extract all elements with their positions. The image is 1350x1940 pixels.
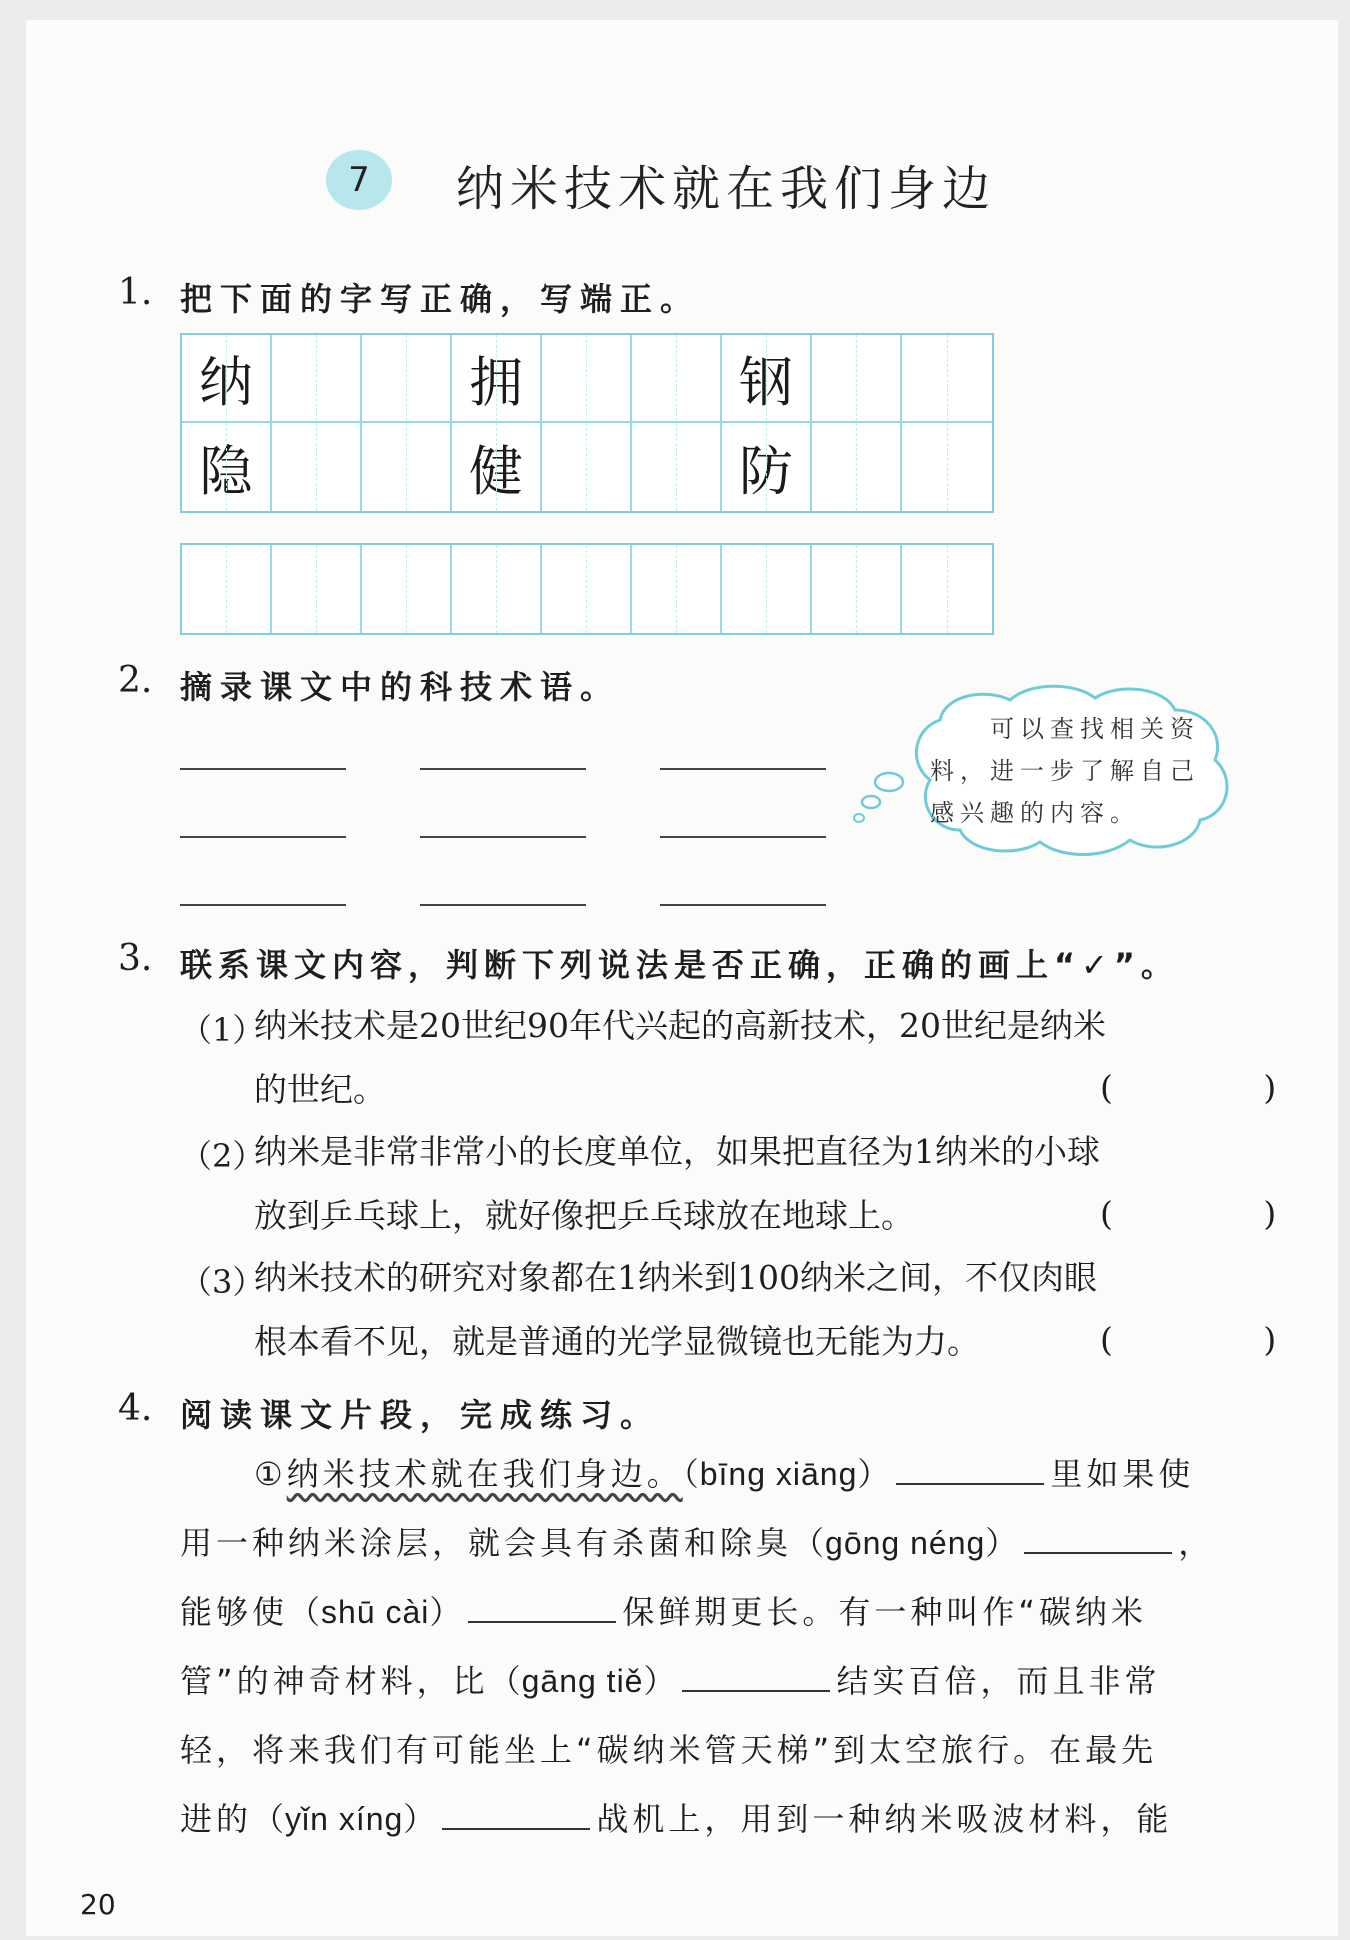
answer-blank[interactable] xyxy=(180,904,346,906)
answer-blank[interactable] xyxy=(420,768,586,770)
hint-line: 可以查找相关资 xyxy=(990,715,1200,743)
fill-blank[interactable] xyxy=(682,1660,830,1692)
q3-instruction: 联系课文内容，判断下列说法是否正确，正确的画上“✓”。 xyxy=(180,946,1179,984)
grid-cell[interactable] xyxy=(542,423,632,511)
q3-item-label: （3） xyxy=(180,1263,265,1301)
grid-cell[interactable]: 隐 xyxy=(182,423,272,511)
passage-line xyxy=(180,1785,1210,1854)
grid-cell[interactable] xyxy=(362,545,452,633)
grid-cell[interactable] xyxy=(452,545,542,633)
grid-cell[interactable] xyxy=(902,423,992,511)
grid-cell[interactable] xyxy=(902,335,992,423)
answer-blank[interactable] xyxy=(420,836,586,838)
hint-line: 料，进一步了解自己 xyxy=(930,757,1200,785)
grid-cell[interactable] xyxy=(812,335,902,423)
item-line: 纳米是非常非常小的长度单位，如果把直径为1纳米的小球 xyxy=(254,1132,1100,1171)
grid-cell[interactable] xyxy=(902,545,992,633)
passage-line xyxy=(180,1578,1210,1647)
q2-instruction: 摘录课文中的科技术语。 xyxy=(180,668,621,706)
answer-blank[interactable] xyxy=(660,836,826,838)
passage-text: 管”的神奇材料，比 xyxy=(180,1662,489,1700)
pinyin: （yǐn xíng） xyxy=(252,1801,437,1837)
grid-cell[interactable] xyxy=(272,545,362,633)
q1-number: 1. xyxy=(118,272,153,313)
grid-cell[interactable] xyxy=(542,545,632,633)
grid-cell[interactable] xyxy=(272,423,362,511)
grid-cell[interactable] xyxy=(722,545,812,633)
page-number: 20 xyxy=(80,1888,116,1921)
answer-blank[interactable] xyxy=(180,836,346,838)
lesson-number: 7 xyxy=(348,160,370,200)
q3-item-text xyxy=(254,1246,1214,1374)
answer-blank[interactable] xyxy=(660,768,826,770)
grid-cell[interactable] xyxy=(542,335,632,423)
grid-cell[interactable]: 纳 xyxy=(182,335,272,423)
passage-text: 能够使 xyxy=(180,1593,289,1631)
q3-item-text xyxy=(254,1120,1214,1248)
item-line: 放到乒乓球上，就好像把乒乓球放在地球上。 xyxy=(254,1196,914,1235)
passage-text: ， xyxy=(1178,1524,1215,1562)
answer-blank[interactable] xyxy=(180,768,346,770)
hint-line: 感兴趣的内容。 xyxy=(930,799,1140,827)
passage-text: 用一种纳米涂层，就会具有杀菌和除臭 xyxy=(180,1524,793,1562)
wavy-underlined-sentence: 纳米技术就在我们身边。 xyxy=(286,1455,683,1493)
hint-bubble-text xyxy=(930,708,1230,834)
grid-cell[interactable] xyxy=(812,423,902,511)
pinyin: （bīng xiāng） xyxy=(682,1456,891,1492)
item-line: 纳米技术是20世纪90年代兴起的高新技术，20世纪是纳米 xyxy=(254,1006,1106,1045)
grid-cell[interactable] xyxy=(362,335,452,423)
passage-line xyxy=(180,1647,1210,1716)
grid-cell[interactable] xyxy=(812,545,902,633)
grid-cell[interactable]: 钢 xyxy=(722,335,812,423)
q3-item-label: （1） xyxy=(180,1011,265,1049)
passage-text: 结实百倍，而且非常 xyxy=(836,1662,1161,1700)
lesson-number-badge xyxy=(326,150,392,210)
fill-blank[interactable] xyxy=(468,1591,616,1623)
q4-instruction: 阅读课文片段，完成练习。 xyxy=(180,1396,661,1434)
passage-text: 保鲜期更长。有一种叫作“碳纳米 xyxy=(622,1593,1148,1631)
writing-grid-empty xyxy=(180,543,994,635)
answer-parentheses[interactable]: ( ) xyxy=(1100,1068,1347,1107)
grid-cell[interactable] xyxy=(272,335,362,423)
grid-cell[interactable] xyxy=(362,423,452,511)
lesson-title: 纳米技术就在我们身边 xyxy=(456,161,997,217)
passage-line xyxy=(180,1716,1210,1785)
grid-cell[interactable] xyxy=(632,545,722,633)
grid-cell[interactable]: 健 xyxy=(452,423,542,511)
grid-cell[interactable] xyxy=(182,545,272,633)
pinyin: （gāng tiě） xyxy=(488,1663,677,1699)
answer-parentheses[interactable]: ( ) xyxy=(1100,1320,1347,1359)
passage-line xyxy=(180,1440,1210,1509)
grid-cell[interactable] xyxy=(632,423,722,511)
pinyin: （gōng néng） xyxy=(792,1525,1019,1561)
pinyin: （shū cài） xyxy=(288,1594,463,1630)
answer-blank[interactable] xyxy=(420,904,586,906)
passage-line xyxy=(180,1509,1215,1578)
item-line: 根本看不见，就是普通的光学显微镜也无能为力。 xyxy=(254,1322,980,1361)
passage-text: 战机上，用到一种纳米吸波材料，能 xyxy=(596,1800,1173,1838)
q3-item-label: （2） xyxy=(180,1137,265,1175)
q3-item-text xyxy=(254,994,1214,1122)
passage-text: 里如果使 xyxy=(1050,1455,1195,1493)
reading-passage xyxy=(180,1440,1215,1854)
item-line: 的世纪。 xyxy=(254,1070,386,1109)
passage-text: 进的 xyxy=(180,1800,253,1838)
q3-number: 3. xyxy=(118,938,153,979)
q2-number: 2. xyxy=(118,660,153,701)
q1-instruction: 把下面的字写正确，写端正。 xyxy=(180,280,701,318)
fill-blank[interactable] xyxy=(896,1453,1044,1485)
answer-parentheses[interactable]: ( ) xyxy=(1100,1194,1347,1233)
fill-blank[interactable] xyxy=(1024,1522,1172,1554)
q4-number: 4. xyxy=(118,1388,153,1429)
fill-blank[interactable] xyxy=(442,1798,590,1830)
item-line: 纳米技术的研究对象都在1纳米到100纳米之间，不仅肉眼 xyxy=(254,1258,1097,1297)
answer-blank[interactable] xyxy=(660,904,826,906)
grid-cell[interactable]: 拥 xyxy=(452,335,542,423)
grid-cell[interactable]: 防 xyxy=(722,423,812,511)
paragraph-marker: ① xyxy=(254,1455,287,1493)
writing-grid-practice xyxy=(180,333,994,513)
grid-cell[interactable] xyxy=(632,335,722,423)
passage-text: 轻，将来我们有可能坐上“碳纳米管天梯”到太空旅行。在最先 xyxy=(180,1731,1158,1769)
